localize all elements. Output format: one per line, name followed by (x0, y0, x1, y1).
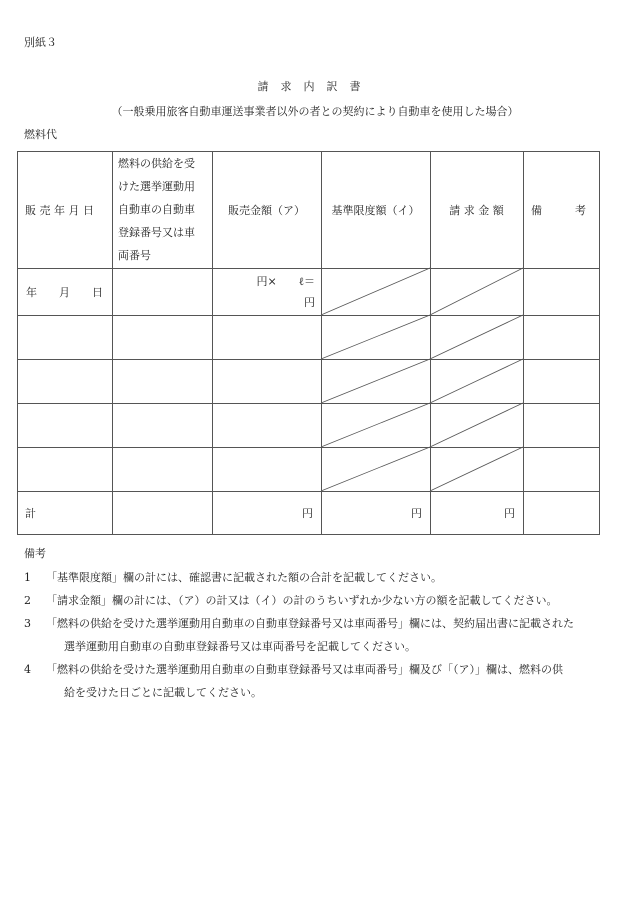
header-sale-amount-label: 販売金額（ア） (228, 203, 305, 217)
header-vehicle-line: 燃料の供給を受 (118, 157, 195, 170)
header-sale-amount (212, 151, 321, 268)
row1-sale-amount[interactable] (212, 268, 321, 315)
note-number: 1 (24, 571, 31, 584)
note-text: 給を受けた日ごとに記載してください。 (64, 686, 262, 699)
header-claim-amount-label: 請 求 金 額 (449, 203, 504, 217)
note-text: 「基準限度額」欄の計には、確認書に記載された額の合計を記載してください。 (46, 571, 442, 584)
attachment-label: 別紙３ (24, 36, 57, 49)
diagonal-strike (321, 268, 430, 315)
row1-date[interactable] (17, 268, 112, 315)
total-claim-amount[interactable] (430, 491, 523, 535)
row1-amount-formula: 円× ℓ＝ (256, 274, 315, 288)
header-limit-amount-label: 基準限度額（イ） (331, 203, 420, 217)
total-sale-amount[interactable] (212, 491, 321, 535)
diagonal-strike (430, 403, 523, 447)
breakdown-table (17, 151, 600, 535)
header-limit-amount (321, 151, 430, 268)
header-claim-amount (430, 151, 523, 268)
total-limit-unit: 円 (411, 507, 422, 520)
header-vehicle-line: けた選挙運動用 (118, 180, 195, 193)
diagonal-strike (430, 359, 523, 403)
diagonal-strike (430, 447, 523, 491)
total-label: 計 (25, 507, 36, 520)
total-claim-unit: 円 (504, 507, 515, 520)
diagonal-strike (321, 447, 430, 491)
note-text: 「請求金額」欄の計には、（ア）の計又は（イ）の計のうちいずれか少ない方の額を記載してください。 (46, 594, 558, 607)
note-number: 3 (24, 617, 31, 630)
note-text: 「燃料の供給を受けた選挙運動用自動車の自動車登録番号又は車両番号」欄及び「（ア）」欄は、燃料の供 (46, 663, 563, 676)
row1-amount-unit: 円 (304, 295, 315, 309)
diagonal-strike (321, 403, 430, 447)
header-vehicle-line: 登録番号又は車 (118, 226, 195, 239)
header-vehicle-line: 自動車の自動車 (118, 203, 195, 216)
section-label: 燃料代 (24, 128, 57, 141)
document-subtitle: （一般乗用旅客自動車運送事業者以外の者との契約により自動車を使用した場合） (111, 105, 519, 118)
diagonal-strike (430, 315, 523, 359)
diagonal-strike (321, 359, 430, 403)
note-text: 「燃料の供給を受けた選挙運動用自動車の自動車登録番号又は車両番号」欄には、契約届出書に記載された (46, 617, 574, 630)
header-remarks-label: 備 考 (531, 203, 586, 217)
header-sale-date-label: 販 売 年 月 日 (25, 203, 94, 217)
total-label-cell (17, 491, 112, 535)
note-text: 選挙運動用自動車の自動車登録番号又は車両番号を記載してください。 (64, 640, 416, 653)
notes-title: 備考 (24, 547, 46, 560)
header-sale-date (17, 151, 112, 268)
diagonal-strike (321, 315, 430, 359)
total-limit-amount[interactable] (321, 491, 430, 535)
header-vehicle-number (112, 151, 212, 268)
header-vehicle-line: 両番号 (118, 249, 151, 262)
document-title: 請求内訳書 (257, 80, 373, 93)
note-number: 4 (24, 663, 31, 676)
header-remarks (523, 151, 600, 268)
total-sale-unit: 円 (302, 507, 313, 520)
note-number: 2 (24, 594, 31, 607)
row1-date-text: 年 月 日 (26, 285, 103, 299)
diagonal-strike (430, 268, 523, 315)
